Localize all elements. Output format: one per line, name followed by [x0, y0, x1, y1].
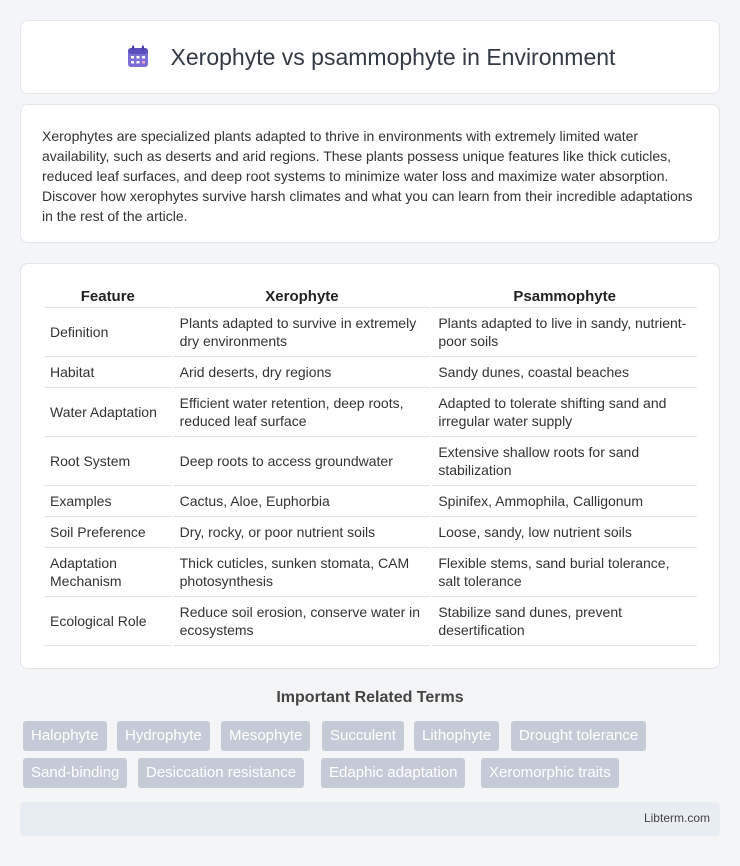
column-header-xerophyte: Xerophyte	[174, 286, 431, 308]
table-cell: Thick cuticles, sunken stomata, CAM photosynthesis	[174, 548, 431, 597]
table-cell: Soil Preference	[44, 517, 172, 548]
intro-card	[20, 104, 720, 243]
tag-halophyte[interactable]: Halophyte	[23, 721, 107, 751]
comparison-table	[42, 286, 699, 646]
table-row	[44, 517, 697, 548]
table-row	[44, 388, 697, 437]
table-header-row	[44, 286, 697, 308]
table-cell: Sandy dunes, coastal beaches	[432, 357, 697, 388]
table-cell: Adaptation Mechanism	[44, 548, 172, 597]
table-cell: Deep roots to access groundwater	[174, 437, 431, 486]
table-cell: Definition	[44, 308, 172, 357]
tag-mesophyte[interactable]: Mesophyte	[221, 721, 310, 751]
table-row	[44, 437, 697, 486]
table-row	[44, 308, 697, 357]
table-row	[44, 486, 697, 517]
column-header-psammophyte: Psammophyte	[432, 286, 697, 308]
tag-desiccation-resistance[interactable]: Desiccation resistance	[138, 758, 304, 788]
table-row	[44, 597, 697, 646]
table-cell: Spinifex, Ammophila, Calligonum	[432, 486, 697, 517]
table-cell: Ecological Role	[44, 597, 172, 646]
table-cell: Arid deserts, dry regions	[174, 357, 431, 388]
calendar-icon	[125, 44, 151, 70]
title-card	[20, 20, 720, 94]
footer-site-link[interactable]: Libterm.com	[643, 811, 710, 825]
table-cell: Cactus, Aloe, Euphorbia	[174, 486, 431, 517]
table-row	[44, 357, 697, 388]
intro-paragraph: Xerophytes are specialized plants adapted to thrive in environments with extremely limited water availability, such as deserts and arid regions. These plants possess unique features like thick cuticles, reduced leaf surfaces, and deep root systems to minimize water loss and maximize water absorption. Discover how xerophytes survive harsh climates and what you can learn from their incredible adaptations in the rest of the article.	[42, 128, 693, 224]
related-terms-title: Important Related Terms	[276, 689, 464, 706]
tag-edaphic-adaptation[interactable]: Edaphic adaptation	[321, 758, 465, 788]
comparison-table-card	[20, 263, 720, 669]
tag-lithophyte[interactable]: Lithophyte	[414, 721, 499, 751]
table-cell: Reduce soil erosion, conserve water in ecosystems	[174, 597, 431, 646]
table-cell: Examples	[44, 486, 172, 517]
table-cell: Root System	[44, 437, 172, 486]
footer	[20, 802, 720, 836]
table-cell: Water Adaptation	[44, 388, 172, 437]
table-cell: Adapted to tolerate shifting sand and irregular water supply	[432, 388, 697, 437]
tag-drought-tolerance[interactable]: Drought tolerance	[511, 721, 646, 751]
table-cell: Loose, sandy, low nutrient soils	[432, 517, 697, 548]
table-cell: Dry, rocky, or poor nutrient soils	[174, 517, 431, 548]
table-cell: Habitat	[44, 357, 172, 388]
tag-xeromorphic-traits[interactable]: Xeromorphic traits	[481, 758, 619, 788]
table-cell: Efficient water retention, deep roots, reduced leaf surface	[174, 388, 431, 437]
table-row	[44, 548, 697, 597]
tag-sand-binding[interactable]: Sand-binding	[23, 758, 127, 788]
tag-succulent[interactable]: Succulent	[322, 721, 404, 751]
table-cell: Plants adapted to live in sandy, nutrient-poor soils	[432, 308, 697, 357]
table-cell: Extensive shallow roots for sand stabilization	[432, 437, 697, 486]
column-header-feature: Feature	[44, 286, 172, 308]
table-cell: Stabilize sand dunes, prevent desertification	[432, 597, 697, 646]
page-title: Xerophyte vs psammophyte in Environment	[170, 43, 616, 70]
tag-hydrophyte[interactable]: Hydrophyte	[117, 721, 210, 751]
table-cell: Plants adapted to survive in extremely dry environments	[174, 308, 431, 357]
table-cell: Flexible stems, sand burial tolerance, salt tolerance	[432, 548, 697, 597]
